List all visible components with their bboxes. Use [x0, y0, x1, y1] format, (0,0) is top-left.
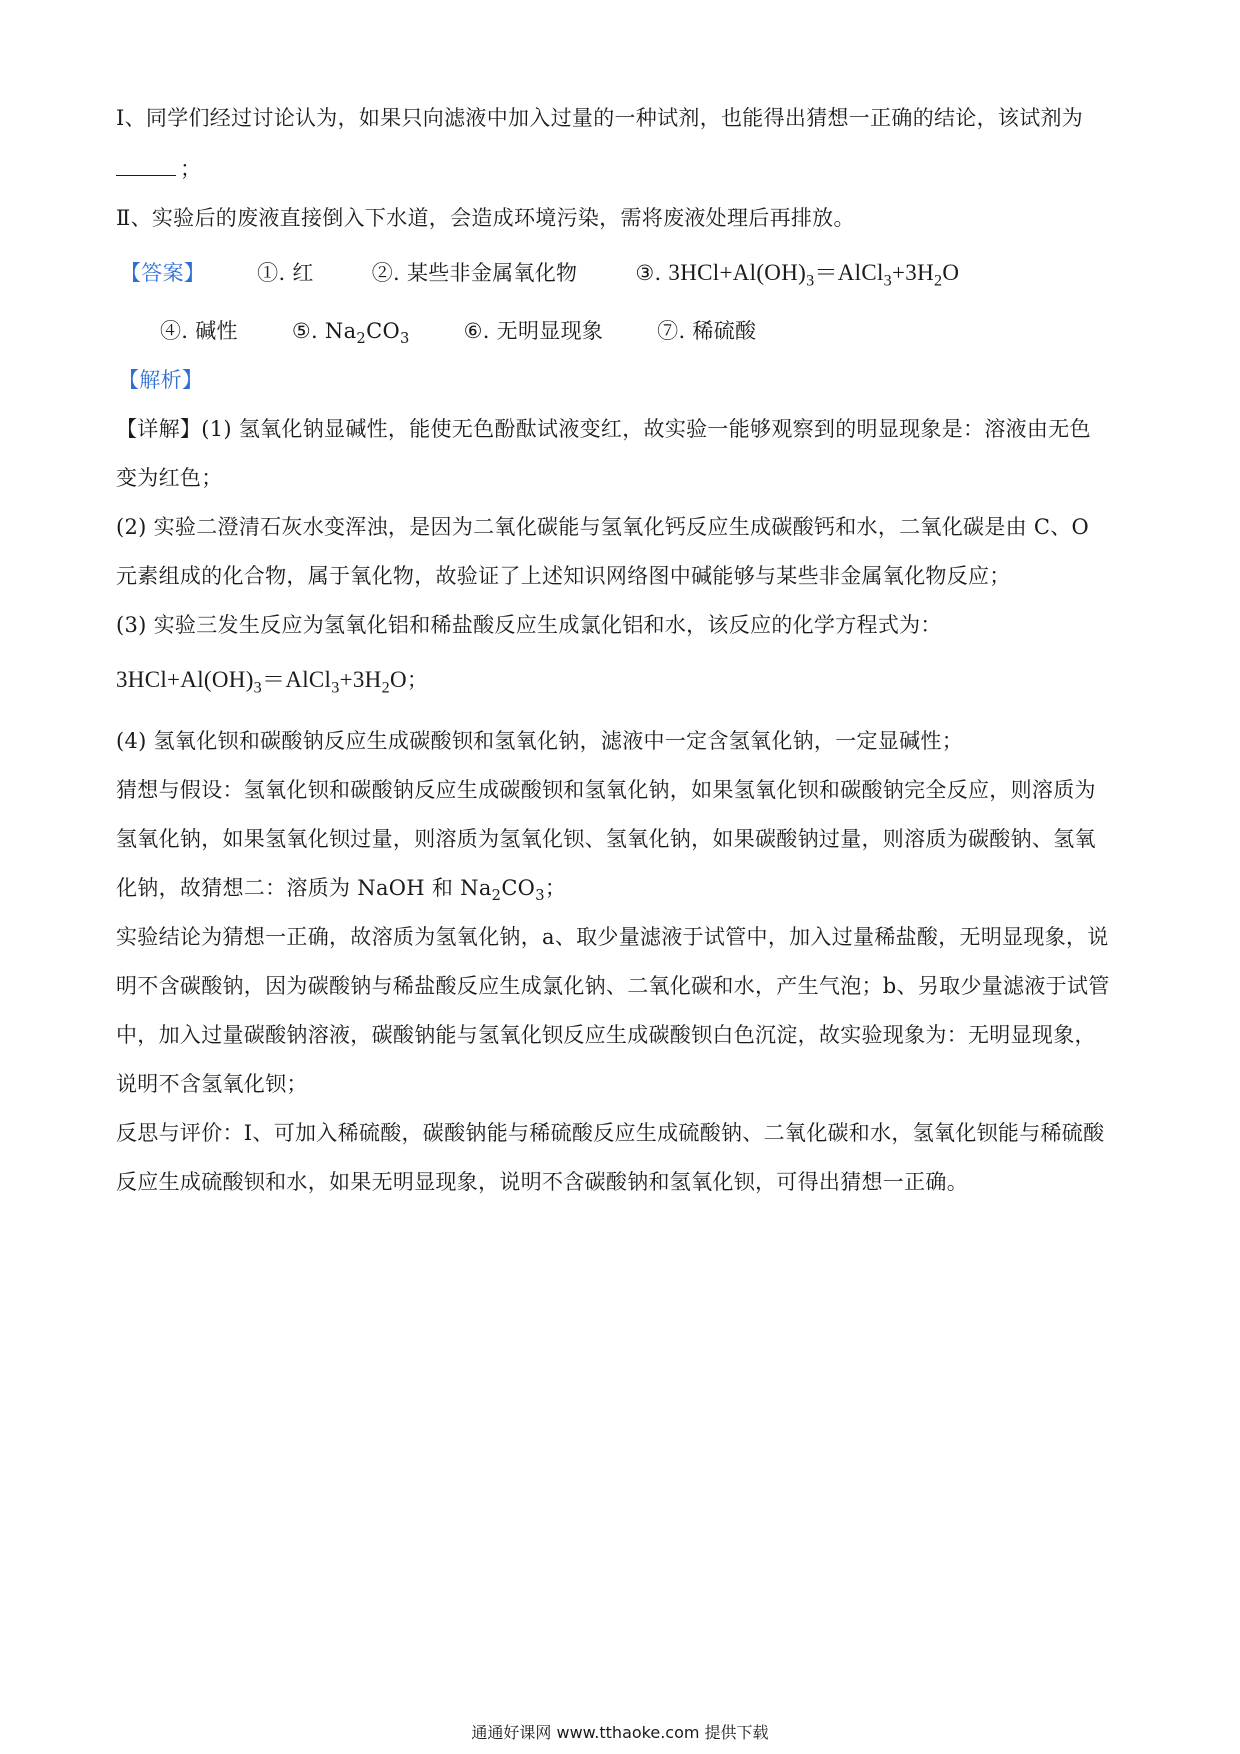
answer-blank: [116, 153, 176, 176]
analysis-p7-a: 反思与评价：Ⅰ、可加入稀硫酸，碳酸钠能与稀硫酸反应生成硫酸钠、二氧化碳和水，氢氧化钡能与稀硫酸: [116, 1121, 1105, 1145]
answer-equation: $3HCl+Al(OH)_3=AlCl_3+3H_2O$: [668, 260, 960, 290]
answer-item-5: ⑤.: [291, 319, 318, 343]
analysis-p1-a: 【详解】(1) 氢氧化钠显碱性，能使无色酚酞试液变红，故实验一能够观察到的明显现象是：溶液由无色: [116, 417, 1091, 441]
question-line-1: Ⅰ、同学们经过讨论认为，如果只向滤液中加入过量的一种试剂，也能得出猜想一正确的结论，该试剂为: [116, 106, 1084, 130]
analysis-p4: (4) 氢氧化钡和碳酸钠反应生成碳酸钡和氢氧化钠，滤液中一定含氢氧化钠，一定显碱性；: [116, 729, 964, 753]
question-line-2: ；: [116, 153, 1140, 184]
answer-item-3: ③.: [635, 261, 662, 285]
analysis-p5-a: 猜想与假设：氢氧化钡和碳酸钠反应生成碳酸钡和氢氧化钠，如果氢氧化钡和碳酸钠完全反应，则溶质为: [116, 778, 1096, 802]
reaction-equation: $3HCl+Al(OH)_3=AlCl_3+3H_2O$: [116, 667, 407, 697]
analysis-p5-b: 氢氧化钠，如果氢氧化钡过量，则溶质为氢氧化钡、氢氧化钠，如果碳酸钠过量，则溶质为碳酸钠、氢氧: [116, 827, 1096, 851]
footer-source: 通通好课网 www.tthaoke.com 提供下载: [471, 1723, 769, 1742]
analysis-label: 【解析】: [118, 368, 204, 392]
analysis-p1-b: 变为红色；: [116, 466, 223, 490]
analysis-p2-a: (2) 实验二澄清石灰水变浑浊，是因为二氧化碳能与氢氧化钙反应生成碳酸钙和水，二氧化碳是由 C、O: [116, 515, 1090, 539]
answer-item-4: ④. 碱性: [160, 319, 238, 343]
answer-item-1: ①. 红: [257, 261, 314, 285]
answer-item-2: ②. 某些非金属氧化物: [371, 261, 578, 285]
answer-label: 【答案】: [120, 261, 206, 285]
analysis-p5-c: 化钠，故猜想二：溶质为 NaOH 和 $Na_2CO_3$；: [116, 876, 567, 905]
question-line-3: Ⅱ、实验后的废液直接倒入下水道，会造成环境污染，需将废液处理后再排放。: [116, 206, 855, 230]
formula-na2co3: $Na_2CO_3$: [324, 319, 410, 348]
answer-item-6: ⑥. 无明显现象: [463, 319, 604, 343]
formula-na2co3-inline: $Na_2CO_3$: [460, 876, 545, 905]
analysis-p6-c: 中，加入过量碳酸钠溶液，碳酸钠能与氢氧化钡反应生成碳酸钡白色沉淀，故实验现象为：无明显现象，: [116, 1023, 1096, 1047]
analysis-p6-a: 实验结论为猜想一正确，故溶质为氢氧化钠，a、取少量滤液于试管中，加入过量稀盐酸，无明显现象，说: [116, 925, 1109, 949]
answer-row-1: [120, 258, 1140, 297]
analysis-p6-d: 说明不含氢氧化钡；: [116, 1072, 308, 1096]
answer-row-2: [160, 316, 1140, 354]
answer-item-7: ⑦. 稀硫酸: [657, 319, 757, 343]
analysis-p7-b: 反应生成硫酸钡和水，如果无明显现象，说明不含碳酸钠和氢氧化钡，可得出猜想一正确。: [116, 1170, 968, 1194]
analysis-p2-b: 元素组成的化合物，属于氧化物，故验证了上述知识网络图中碱能够与某些非金属氧化物反应；: [116, 564, 1011, 588]
analysis-p3-equation: $3HCl+Al(OH)_3=AlCl_3+3H_2O$；: [116, 667, 429, 697]
analysis-p3-a: (3) 实验三发生反应为氢氧化铝和稀盐酸反应生成氯化铝和水，该反应的化学方程式为：: [116, 613, 942, 637]
analysis-p6-b: 明不含碳酸钠，因为碳酸钠与稀盐酸反应生成氯化钠、二氧化碳和水，产生气泡；b、另取少量滤液于试管: [116, 974, 1110, 998]
